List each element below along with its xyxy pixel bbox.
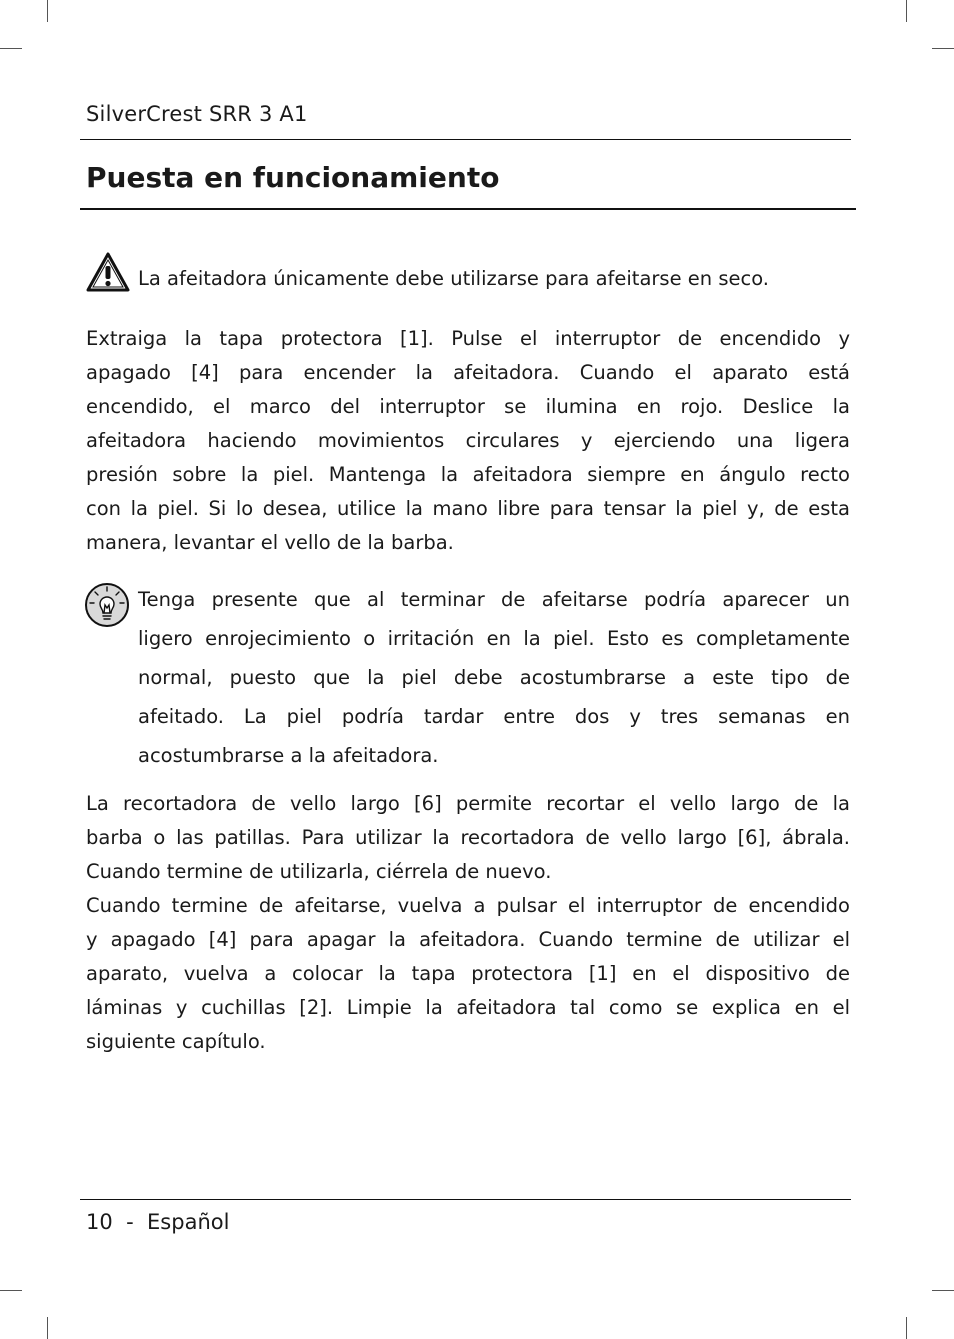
paragraph-line: encendido, el marco del interruptor se ilumina en rojo. Deslice la	[86, 395, 850, 418]
paragraph-line: afeitadora haciendo movimientos circulares y ejerciendo una ligera	[86, 429, 850, 452]
footer-separator: -	[126, 1210, 134, 1234]
paragraph-line: láminas y cuchillas [2]. Limpie la afeitadora tal como se explica en el	[86, 996, 850, 1019]
paragraph-line: aparato, vuelva a colocar la tapa protectora [1] en el dispositivo de	[86, 962, 850, 985]
paragraph-line: siguiente capítulo.	[86, 1030, 266, 1053]
crop-mark	[0, 48, 22, 49]
lightbulb-icon	[84, 582, 130, 628]
warning-text: La afeitadora únicamente debe utilizarse para afeitarse en seco.	[138, 267, 769, 290]
paragraph-line: manera, levantar el vello de la barba.	[86, 531, 454, 554]
paragraph-line: La recortadora de vello largo [6] permite recortar el vello largo de la	[86, 792, 850, 815]
page-number: 10	[86, 1210, 113, 1234]
crop-mark	[932, 48, 954, 49]
paragraph-line: Extraiga la tapa protectora [1]. Pulse el interruptor de encendido y	[86, 327, 850, 350]
warning-triangle-icon	[86, 252, 130, 292]
tip-line: acostumbrarse a la afeitadora.	[138, 744, 439, 767]
tip-note	[138, 580, 850, 775]
footer-language: Español	[147, 1210, 230, 1234]
tip-line: ligero enrojecimiento o irritación en la piel. Esto es completamente	[138, 627, 850, 650]
paragraph-line: con la piel. Si lo desea, utilice la mano libre para tensar la piel y, de esta	[86, 497, 850, 520]
warning-note	[86, 252, 850, 296]
header-rule	[80, 139, 851, 140]
paragraph-instructions	[86, 322, 850, 560]
crop-mark	[47, 1317, 48, 1339]
page-footer	[86, 1207, 229, 1237]
tip-line: afeitado. La piel podría tardar entre dos y tres semanas en	[138, 705, 850, 728]
paragraph-line: barba o las patillas. Para utilizar la recortadora de vello largo [6], ábrala.	[86, 826, 850, 849]
paragraph-line: apagado [4] para encender la afeitadora. Cuando el aparato está	[86, 361, 850, 384]
crop-mark	[906, 0, 907, 22]
crop-mark	[906, 1317, 907, 1339]
paragraph-line: Cuando termine de utilizarla, ciérrela de nuevo.	[86, 860, 552, 883]
crop-mark	[932, 1290, 954, 1291]
paragraph-finish	[86, 889, 850, 1059]
paragraph-trimmer	[86, 787, 850, 889]
paragraph-line: Cuando termine de afeitarse, vuelva a pulsar el interruptor de encendido	[86, 894, 850, 917]
tip-line: normal, puesto que la piel debe acostumbrarse a este tipo de	[138, 666, 850, 689]
document-header: SilverCrest SRR 3 A1	[86, 102, 308, 126]
crop-mark	[47, 0, 48, 22]
crop-mark	[0, 1290, 22, 1291]
section-title-rule	[80, 208, 856, 210]
section-title: Puesta en funcionamiento	[86, 161, 500, 194]
paragraph-line: presión sobre la piel. Mantenga la afeitadora siempre en ángulo recto	[86, 463, 850, 486]
footer-rule	[80, 1199, 851, 1200]
tip-line: Tenga presente que al terminar de afeitarse podría aparecer un	[138, 588, 850, 611]
paragraph-line: y apagado [4] para apagar la afeitadora. Cuando termine de utilizar el	[86, 928, 850, 951]
